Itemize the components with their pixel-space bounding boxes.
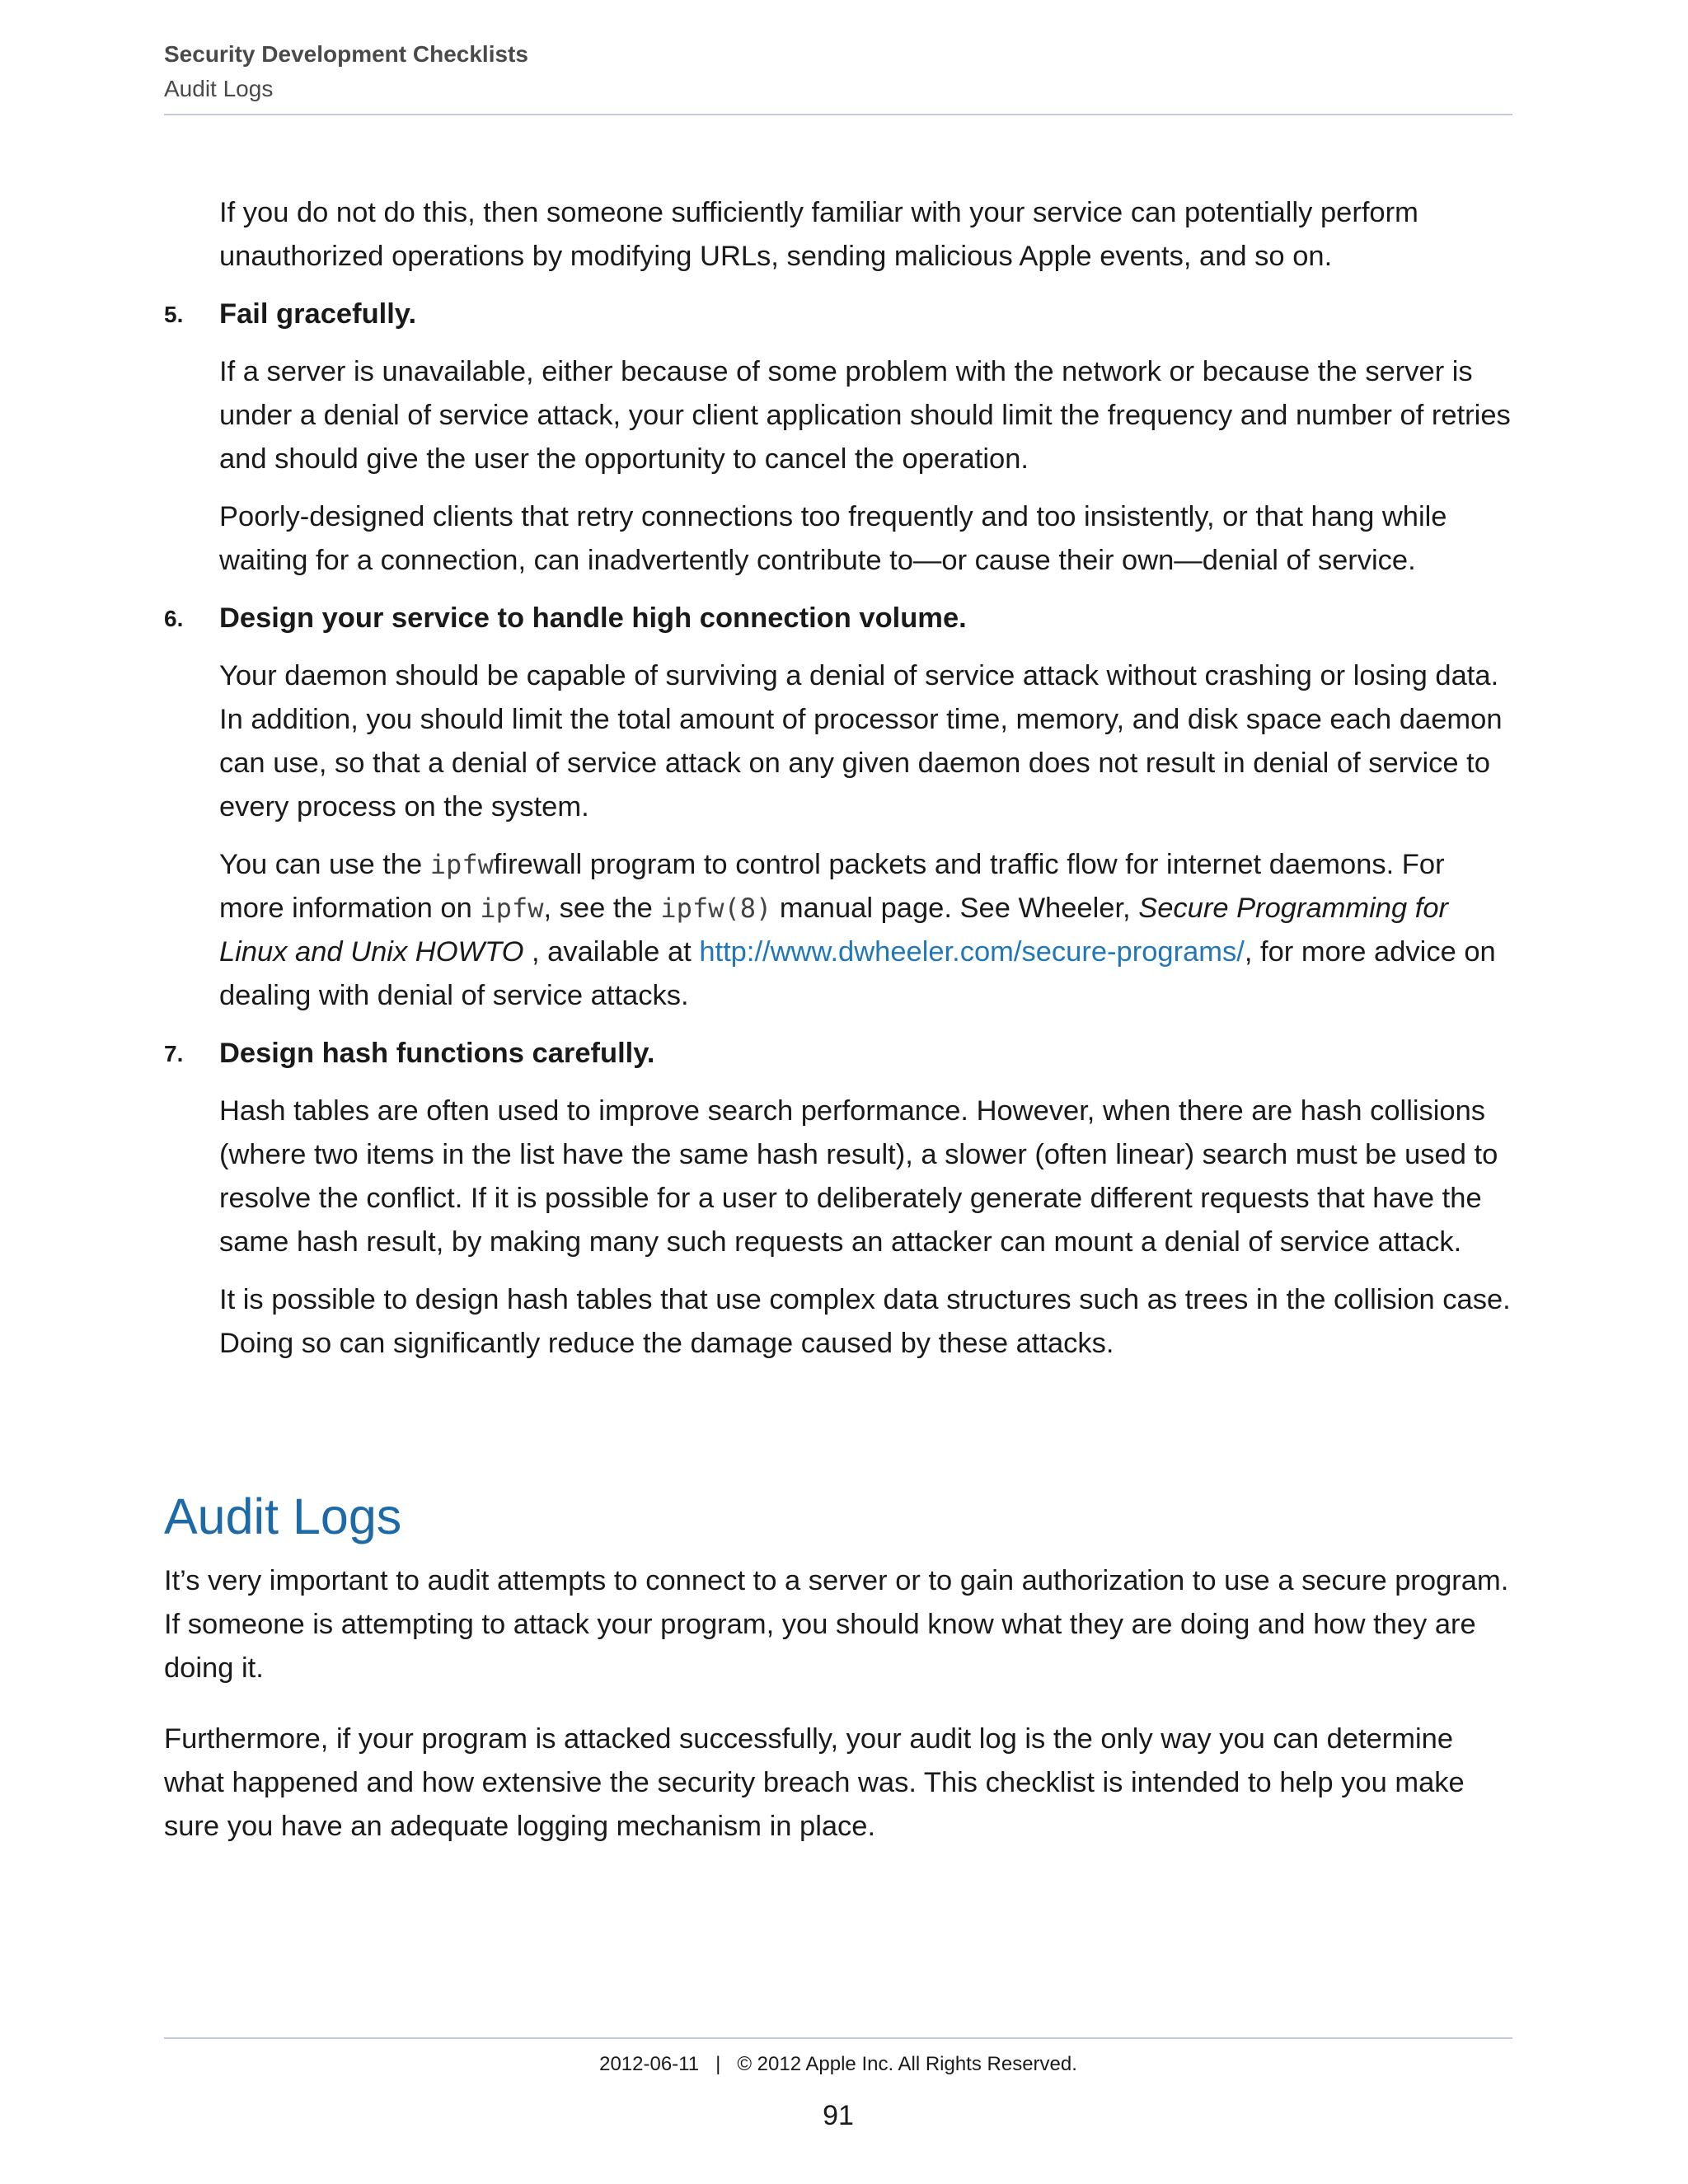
list-item-number: 6. — [164, 606, 184, 631]
firewall-paragraph — [219, 843, 1512, 1018]
text: , see the — [543, 893, 661, 924]
audit-logs-section — [164, 1559, 1512, 1876]
page-header — [164, 38, 1512, 105]
list-item-7 — [164, 1032, 1512, 1076]
page-number: 91 — [823, 2100, 854, 2131]
text: , for more advice on dealing with denial of service attacks. — [219, 936, 1496, 1011]
paragraph: Hash tables are often used to improve search performance. However, when there are hash collisions (where two items in the list have the same hash result), a slower (often linear) search must be used to resolve the conflict. If it is possible for a user to deliberately generate different requests that have the same hash result, by making many such requests an attacker can mount a denial of service attack. — [219, 1095, 1498, 1258]
code-ipfw: ipfw — [429, 849, 494, 880]
text: You can use the — [219, 849, 430, 880]
footer-date: 2012-06-11 — [599, 2053, 700, 2075]
book-title: Secure Programming for Linux and Unix HOWTO — [219, 893, 1449, 968]
list-item-title: Fail gracefully. — [219, 298, 417, 330]
list-item-title: Design hash functions carefully. — [219, 1038, 655, 1069]
text: firewall program to control packets and traffic flow for internet daemons. For more information on — [219, 849, 1445, 924]
header-title: Security Development Checklists — [164, 41, 528, 67]
paragraph: Your daemon should be capable of surviving a denial of service attack without crashing or losing data. In addition, you should limit the total amount of processor time, memory, and disk space each daemon can use, so that a denial of service attack on any given daemon does not result in denial of service to every process on the system. — [219, 660, 1503, 823]
list-item-title: Design your service to handle high connection volume. — [219, 602, 967, 634]
footer-divider — [164, 2037, 1512, 2039]
paragraph: It’s very important to audit attempts to connect to a server or to gain authorization to use a secure program. If someone is attempting to attack your program, you should know what they are doing and how they are doing it. — [164, 1565, 1509, 1684]
code-ipfw: ipfw — [480, 893, 544, 924]
text: manual page. See Wheeler, — [771, 893, 1139, 924]
text: , available at — [523, 936, 700, 968]
main-content — [164, 191, 1512, 1380]
footer — [164, 2050, 1512, 2079]
list-item-number: 7. — [164, 1041, 184, 1066]
section-heading: Audit Logs — [164, 1488, 402, 1544]
paragraph: If a server is unavailable, either because of some problem with the network or because the server is under a denial of service attack, your client application should limit the frequency and number of retries and should give the user the opportunity to cancel the operation. — [219, 356, 1511, 475]
code-ipfw-manpage: ipfw(8) — [660, 893, 772, 924]
list-item-6 — [164, 597, 1512, 640]
list-item-5 — [164, 293, 1512, 336]
header-section: Audit Logs — [164, 76, 274, 101]
paragraph: Poorly-designed clients that retry connections too frequently and too insistently, or that hang while waiting for a connection, can inadvertently contribute to—or cause their own—denial of service. — [219, 501, 1447, 576]
list-item-number: 5. — [164, 302, 184, 327]
header-divider — [164, 114, 1512, 115]
paragraph: Furthermore, if your program is attacked successfully, your audit log is the only way you can determine what happened and how extensive the security breach was. This checklist is intended to help you make sure you have an adequate logging mechanism in place. — [164, 1723, 1465, 1842]
dwheeler-link[interactable]: http://www.dwheeler.com/secure-programs/ — [699, 936, 1245, 968]
paragraph: It is possible to design hash tables that use complex data structures such as trees in the collision case. Doing so can significantly reduce the damage caused by these attacks. — [219, 1284, 1511, 1359]
intro-paragraph: If you do not do this, then someone sufficiently familiar with your service can potentially perform unauthorized operations by modifying URLs, sending malicious Apple events, and so on. — [219, 197, 1418, 272]
footer-separator: | — [715, 2053, 721, 2075]
footer-copyright: © 2012 Apple Inc. All Rights Reserved. — [737, 2053, 1077, 2075]
